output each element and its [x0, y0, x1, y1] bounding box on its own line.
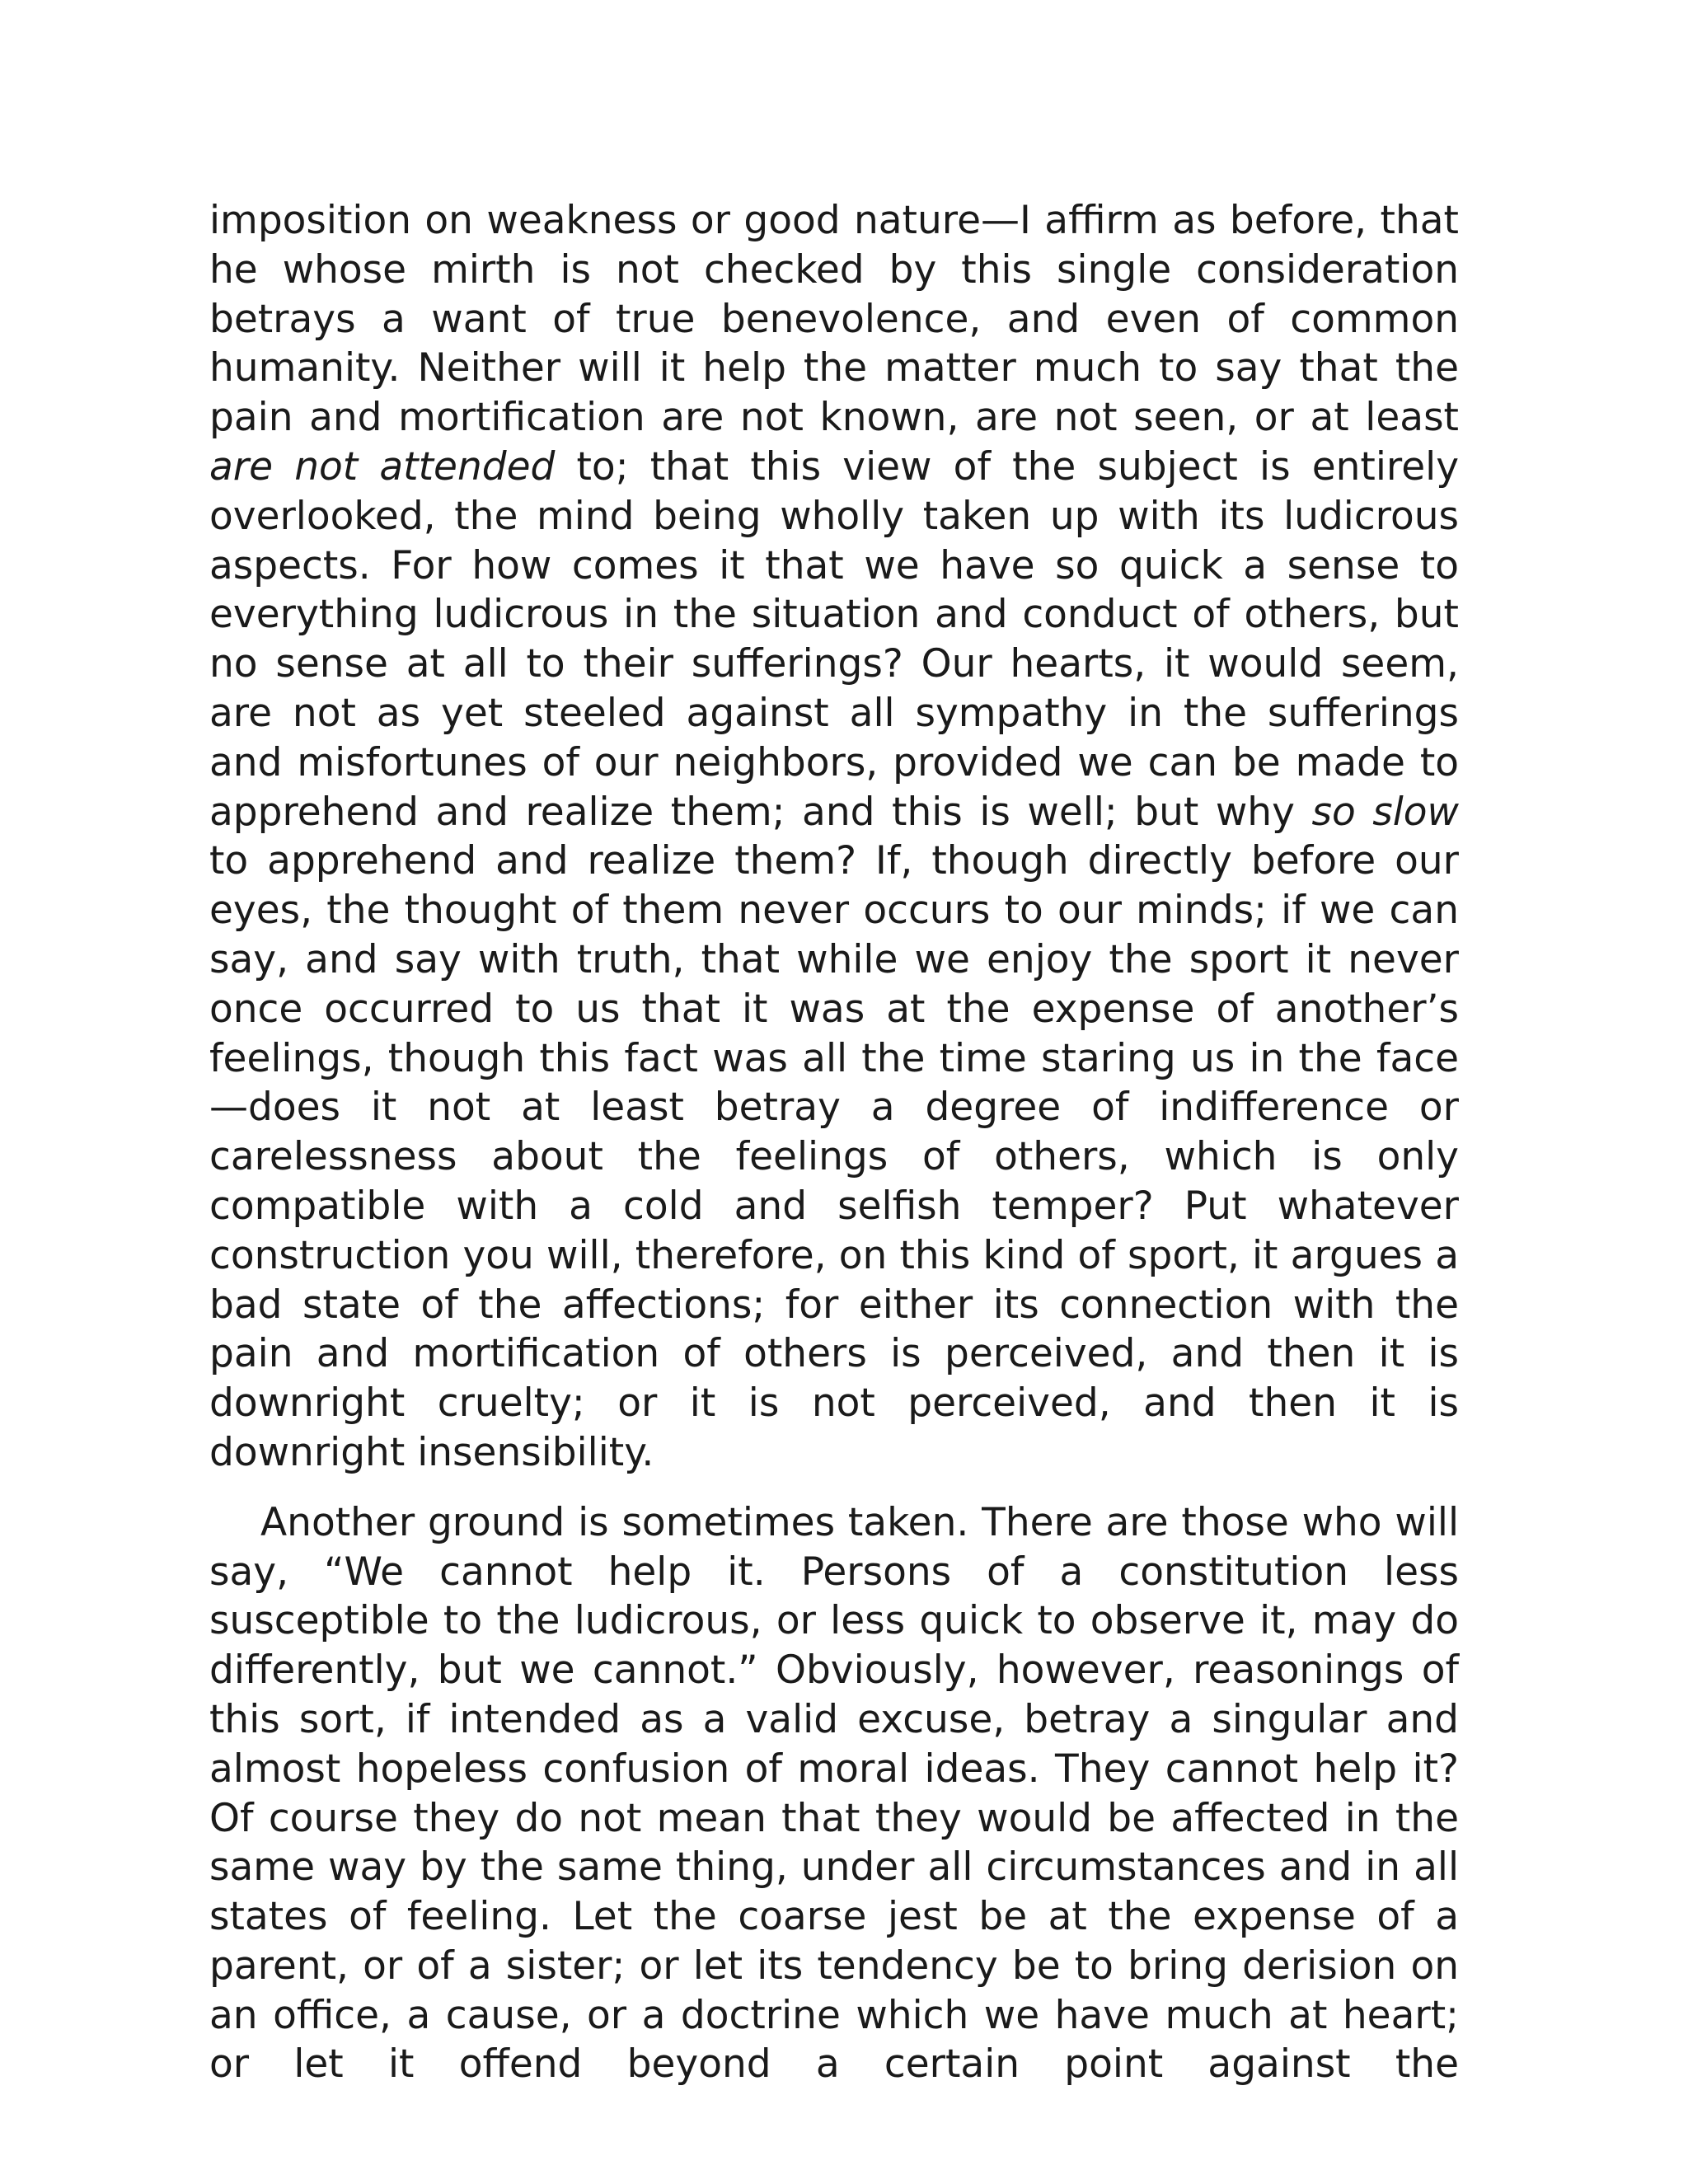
emphasis-are-not-attended: are not attended — [209, 443, 556, 490]
page-body — [209, 196, 1459, 2089]
paragraph-1 — [209, 196, 1459, 1478]
paragraph-2 — [209, 1498, 1459, 2090]
paragraph-1-text-cont: to; that this view of the subject is entirely overlooked, the mind being wholly taken up with its ludicrous aspects. For how comes it that we have so quick a sense to everything ludicrous in the situation and conduct of others, but no sense at all to their sufferings? Our hearts, it would seem, are not as yet steeled against all sympathy in the sufferings and misfortunes of our neighbors, provided we can be made to apprehend and realize them; and this is well; but why — [209, 443, 1460, 835]
emphasis-so-slow: so slow — [1311, 789, 1459, 835]
paragraph-2-text: Another ground is sometimes taken. There are those who will say, “We cannot help it. Persons of a constitution less susceptible to the ludicrous, or less quick to observe it, may do differently, but we cannot.” Obviously, however, reasonings of this sort, if intended as a valid excuse, betray a singular and almost hopeless confusion of moral ideas. They cannot help it? Of course they do not mean that they would be affected in the same way by the same thing, under all circumstances and in all states of feeling. Let the coarse jest be at the expense of a parent, or of a sister; or let its tendency be to bring derision on an office, a cause, or a doctrine which we have much at heart; or let it offend beyond a certain point against the — [209, 1499, 1459, 2088]
paragraph-1-text: imposition on weakness or good nature—I affirm as before, that he whose mirth is not checked by this single consideration betrays a want of true benevolence, and even of common humanity. Neither will it help the matter much to say that the pain and mortification are not known, are not seen, or at least — [209, 198, 1459, 441]
paragraph-1-text-end: to apprehend and realize them? If, though directly before our eyes, the thought of them never occurs to our minds; if we can say, and say with truth, that while we enjoy the sport it never once occurred to us that it was at the expense of another’s feelings, though this fact was all the time staring us in the face—does it not at least betray a degree of indifference or carelessness about the feelings of others, which is only compatible with a cold and selfish temper? Put whatever construction you will, therefore, on this kind of sport, it argues a bad state of the affections; for either its connection with the pain and mortification of others is perceived, and then it is downright cruelty; or it is not perceived, and then it is downright insensibility. — [209, 838, 1459, 1475]
